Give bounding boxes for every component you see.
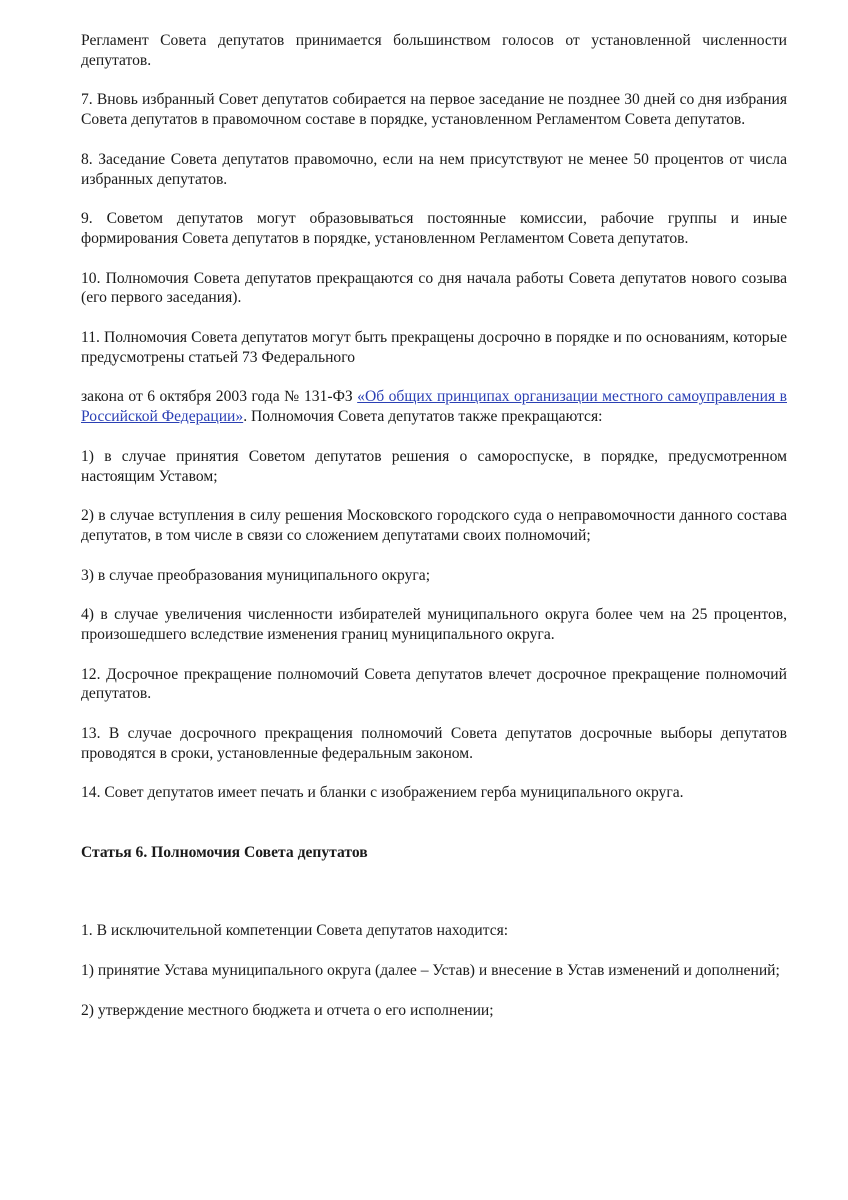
article-heading: Статья 6. Полномочия Совета депутатов bbox=[81, 843, 368, 861]
paragraph: 2) в случае вступления в силу решения Московского городского суда о неправомочности данного состава депутатов, в том числе в связи со сложением депутатами своих полномочий; bbox=[81, 507, 787, 544]
federal-law-link[interactable]: «Об общих принципах организации местного самоуправления в Российской Федерации» bbox=[81, 388, 787, 426]
paragraph: 1) принятие Устава муниципального округа (далее – Устав) и внесение в Устав изменений и дополнений; bbox=[81, 962, 780, 980]
link-prefix: закона от 6 октября 2003 года № 131-ФЗ bbox=[81, 388, 358, 406]
paragraph: 9. Советом депутатов могут образовываться постоянные комиссии, рабочие группы и иные формирования Совета депутатов в порядке, установленном Регламентом Совета депутатов. bbox=[81, 210, 787, 247]
paragraph: 10. Полномочия Совета депутатов прекращаются со дня начала работы Совета депутатов нового созыва (его первого заседания). bbox=[81, 269, 787, 307]
paragraph: 13. В случае досрочного прекращения полномочий Совета депутатов досрочные выборы депутатов проводятся в сроки, установленные федеральным законом. bbox=[81, 724, 787, 762]
paragraph: Регламент Совета депутатов принимается большинством голосов от установленной численности депутатов. bbox=[81, 32, 787, 69]
paragraph: 11. Полномочия Совета депутатов могут быть прекращены досрочно в порядке и по основаниям, которые предусмотрены статьей 73 Федерального bbox=[81, 328, 787, 366]
paragraph: 8. Заседание Совета депутатов правомочно, если на нем присутствуют не менее 50 процентов от числа избранных депутатов. bbox=[81, 150, 787, 188]
paragraph: 14. Совет депутатов имеет печать и бланки с изображением герба муниципального округа. bbox=[81, 784, 684, 802]
paragraph: 3) в случае преобразования муниципального округа; bbox=[81, 566, 431, 584]
document-page bbox=[81, 31, 787, 1040]
paragraph: 1. В исключительной компетенции Совета депутатов находится: bbox=[81, 922, 509, 940]
paragraph: 2) утверждение местного бюджета и отчета о его исполнении; bbox=[81, 1001, 494, 1019]
paragraph: 12. Досрочное прекращение полномочий Совета депутатов влечет досрочное прекращение полномочий депутатов. bbox=[81, 665, 787, 703]
paragraph: 4) в случае увеличения численности избирателей муниципального округа более чем на 25 процентов, произошедшего вследствие изменения границ муниципального округа. bbox=[81, 606, 787, 643]
paragraph: 1) в случае принятия Советом депутатов решения о самороспуске, в порядке, предусмотренном настоящим Уставом; bbox=[81, 447, 787, 485]
link-suffix: . Полномочия Совета депутатов также прекращаются: bbox=[243, 408, 603, 426]
paragraph: 7. Вновь избранный Совет депутатов собирается на первое заседание не позднее 30 дней со дня избрания Совета депутатов в правомочном составе в порядке, установленном Регламентом Совета депутатов. bbox=[81, 91, 787, 129]
paragraph-with-link bbox=[81, 387, 787, 427]
